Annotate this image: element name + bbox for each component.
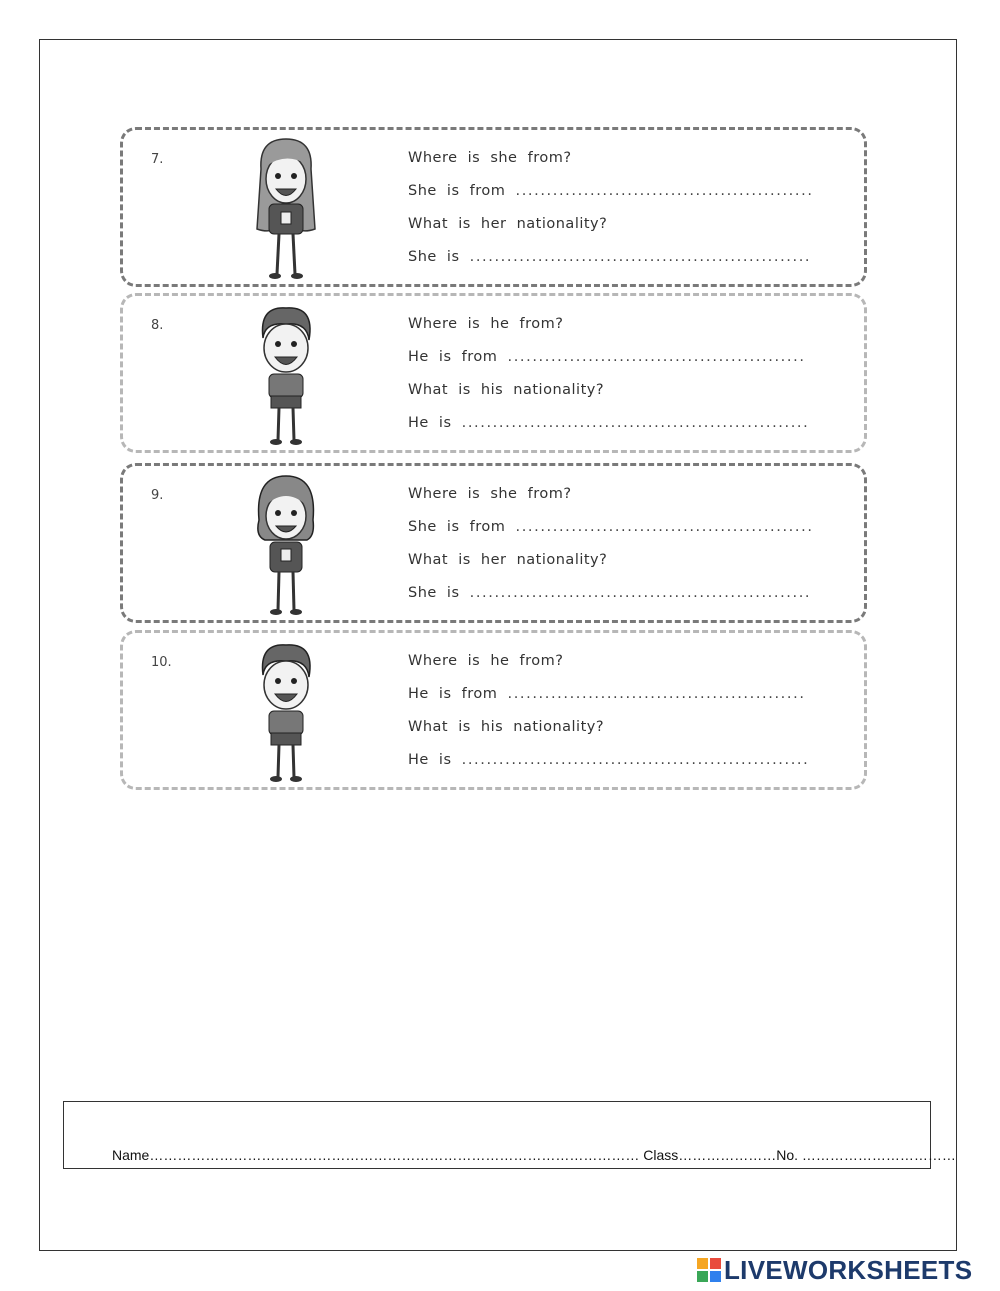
question-nationality: What is his nationality?: [408, 382, 605, 398]
answer-prefix: She is from: [408, 183, 506, 199]
exercise-number: 10.: [151, 655, 172, 670]
answer-prefix: He is: [408, 415, 452, 431]
boy-figure-icon: [241, 637, 331, 787]
answer-nationality: [408, 249, 828, 282]
answer-blank[interactable]: ........................................................: [461, 415, 810, 431]
question-nationality: What is her nationality?: [408, 216, 608, 232]
girl-figure-icon: [241, 470, 331, 620]
answer-nationality: [408, 415, 828, 448]
answer-where: [408, 183, 828, 216]
liveworksheets-logo: [697, 1256, 972, 1284]
answer-blank[interactable]: .......................................................: [469, 585, 812, 601]
exercise-number: 8.: [151, 318, 164, 333]
answer-prefix: She is from: [408, 519, 506, 535]
answer-blank[interactable]: ................................................: [515, 183, 814, 199]
answer-blank[interactable]: ........................................................: [461, 752, 810, 768]
answer-prefix: He is: [408, 752, 452, 768]
exercise-number: 9.: [151, 488, 164, 503]
liveworksheets-logo-icon: [697, 1258, 721, 1282]
answer-where: [408, 686, 828, 719]
exercise-number: 7.: [151, 152, 164, 167]
answer-blank[interactable]: .......................................................: [469, 249, 812, 265]
answer-blank[interactable]: ................................................: [507, 349, 806, 365]
answer-where: [408, 519, 828, 552]
student-info-box: [63, 1101, 956, 1169]
exercise-card-8: [120, 293, 867, 453]
answer-nationality: [408, 752, 828, 785]
exercise-card-7: [120, 127, 867, 287]
answer-blank[interactable]: ................................................: [507, 686, 806, 702]
question-nationality: What is her nationality?: [408, 552, 608, 568]
answer-where: [408, 349, 828, 382]
answer-prefix: He is from: [408, 686, 498, 702]
answer-prefix: She is: [408, 585, 460, 601]
question-nationality: What is his nationality?: [408, 719, 605, 735]
question-where: Where is she from?: [408, 486, 572, 502]
exercise-card-9: [120, 463, 867, 623]
answer-nationality: [408, 585, 828, 618]
question-where: Where is he from?: [408, 653, 564, 669]
name-class-number-line[interactable]: Name…………………………………………………………………………………………… Class…………………No. ……………………………: [112, 1147, 956, 1163]
answer-prefix: She is: [408, 249, 460, 265]
question-block: [408, 653, 828, 785]
answer-prefix: He is from: [408, 349, 498, 365]
question-block: [408, 486, 828, 618]
logo-text: LIVEWORKSHEETS: [724, 1255, 973, 1285]
exercise-card-10: [120, 630, 867, 790]
girl-figure-icon: [241, 134, 331, 284]
boy-figure-icon: [241, 300, 331, 450]
question-where: Where is she from?: [408, 150, 572, 166]
answer-blank[interactable]: ................................................: [515, 519, 814, 535]
question-where: Where is he from?: [408, 316, 564, 332]
question-block: [408, 316, 828, 448]
question-block: [408, 150, 828, 282]
